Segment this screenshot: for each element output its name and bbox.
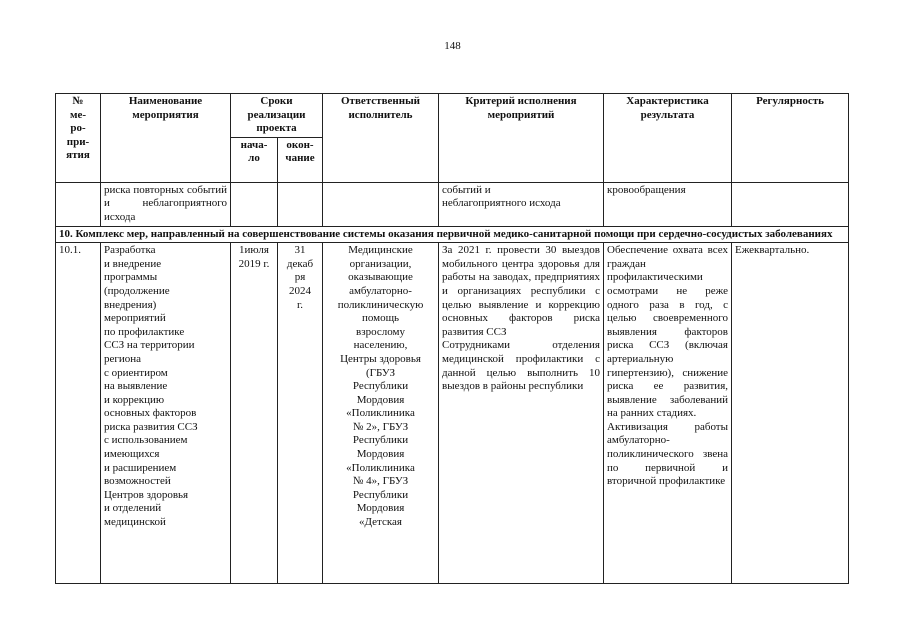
row-end: 31 декаб ря 2024 г. [278, 243, 323, 584]
row-name: Разработка и внедрение программы (продолжение внедрения) мероприятий по профилактике ССЗ на территории региона с ориентиром на выявление и коррекцию основных факторов риска развития ССЗ с использованием имеющихся и расширением возможностей Центров здоровья и отделений медицинской [101, 243, 231, 584]
continuation-row [56, 182, 849, 226]
header-row [56, 94, 849, 138]
page-number: 148 [444, 40, 461, 52]
row-regularity: Ежеквартально. [732, 243, 849, 584]
measures-table [55, 93, 849, 584]
row-criterion: За 2021 г. провести 30 выездов мобильного центра здоровья для работы на заводах, предприятиях и организациях республики с целью выявление и коррекцию основных факторов риска развития ССЗ Сотрудниками отделения медицинской профилактики с данной целью выполнить 10 выездов в районы республики [439, 243, 604, 584]
header-responsible: Ответственный исполнитель [323, 94, 439, 183]
cont-regularity [732, 182, 849, 226]
row-result: Обеспечение охвата всех граждан профилактическими осмотрами не реже одного раза в год, с целью своевременного выявления факторов риска ССЗ (включая артериальную гипертензию), снижение риска ее развития, выявление заболеваний на ранних стадиях. Активизация работы амбулаторно-поликлинического звена по первичной и вторичной профилактике [604, 243, 732, 584]
header-start: нача- ло [231, 137, 278, 182]
row-start: 1июля 2019 г. [231, 243, 278, 584]
header-result: Характеристика результата [604, 94, 732, 183]
header-num: № ме- ро- при- ятия [56, 94, 101, 183]
section-title: 10. Комплекс мер, направленный на совершенствование системы оказания первичной медико-санитарной помощи при сердечно-сосудистых заболеваниях [56, 226, 849, 243]
row-num: 10.1. [56, 243, 101, 584]
cont-name: риска повторных событий и неблагоприятного исхода [101, 182, 231, 226]
cont-responsible [323, 182, 439, 226]
header-regularity: Регулярность [732, 94, 849, 183]
section-row [56, 226, 849, 243]
header-criterion: Критерий исполнения мероприятий [439, 94, 604, 183]
cont-criterion: событий и неблагоприятного исхода [439, 182, 604, 226]
cont-num [56, 182, 101, 226]
cont-start [231, 182, 278, 226]
header-name: Наименование мероприятия [101, 94, 231, 183]
header-terms: Сроки реализации проекта [231, 94, 323, 138]
cont-end [278, 182, 323, 226]
cont-result: кровообращения [604, 182, 732, 226]
row-responsible: Медицинские организации, оказывающие амбулаторно- поликлиническую помощь взрослому населению, Центры здоровья (ГБУЗ Республики Мордовия «Поликлиника № 2», ГБУЗ Республики Мордовия «Поликлиника № 4», ГБУЗ Республики Мордовия «Детская [323, 243, 439, 584]
table-row [56, 243, 849, 584]
header-end: окон- чание [278, 137, 323, 182]
